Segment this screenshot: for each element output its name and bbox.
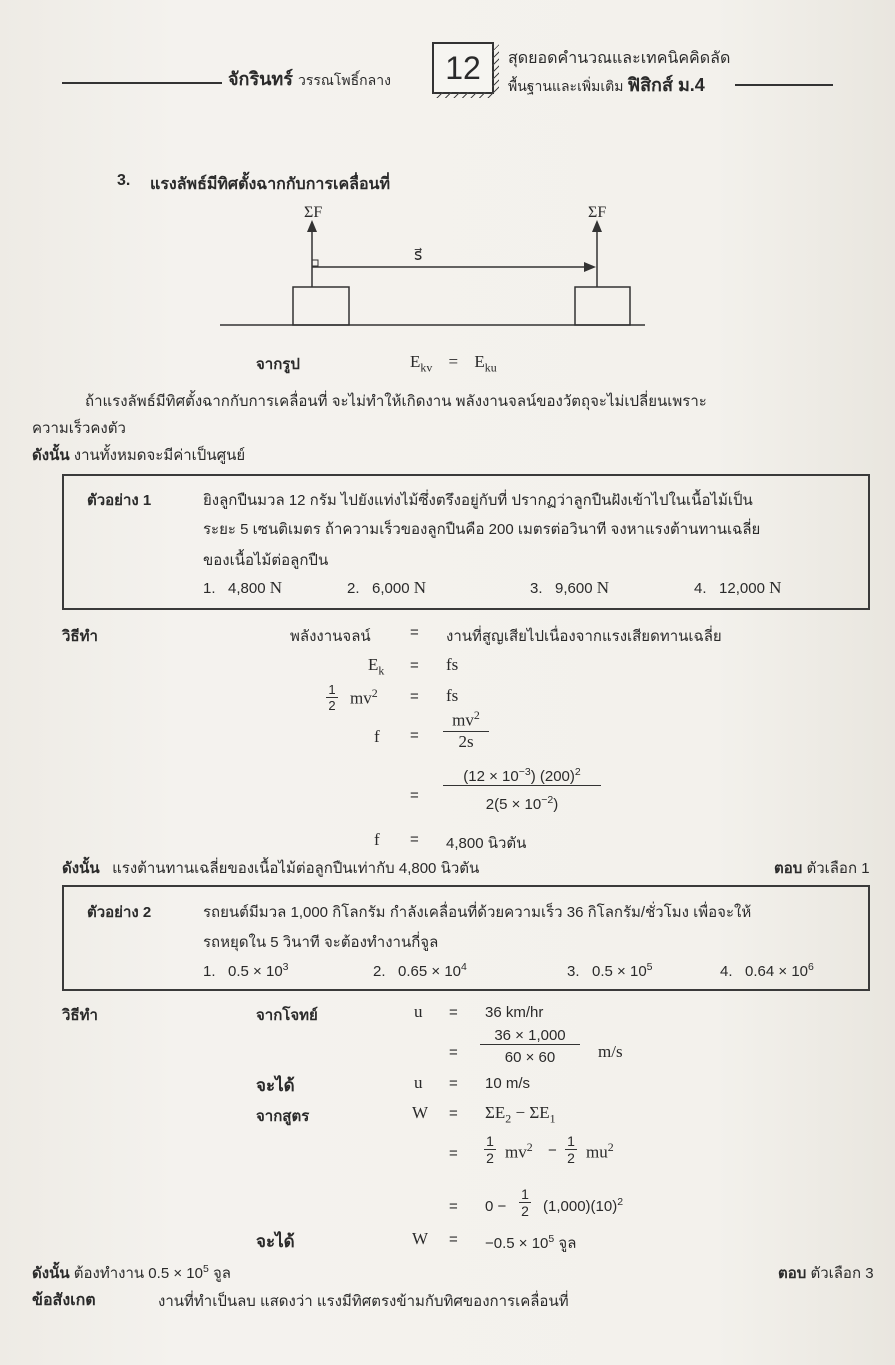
example2-choice-4: [720, 961, 814, 980]
eq-sign: =: [449, 1044, 458, 1061]
minus-sign: −: [548, 1142, 557, 1159]
step4-lhs: f: [374, 727, 380, 746]
example2-answer: [778, 1261, 874, 1285]
eq-lhs: E: [410, 352, 421, 371]
choice-num: 3.: [530, 580, 543, 597]
eq-sign: =: [410, 624, 419, 641]
frac-den: 2: [565, 1149, 577, 1166]
note-label: ข้อสังเกต: [32, 1292, 96, 1309]
choice-num: 4.: [720, 963, 733, 980]
exponent: −2: [541, 794, 554, 806]
page-number: 12: [445, 50, 481, 86]
step6-rhs: 4,800 นิวตัน: [446, 835, 527, 852]
frac-num: 1: [567, 1133, 575, 1149]
exponent: 2: [607, 1140, 614, 1154]
example2-question-line1: รถยนต์มีมวล 1,000 กิโลกรัม กำลังเคลื่อนที่ด้วยความเร็ว 36 กิโลกรัม/ชั่วโมง เพื่อจะให้: [203, 904, 752, 921]
choice-num: 1.: [203, 963, 216, 980]
den-part: 2(5 × 10: [485, 796, 542, 813]
example2-solution-label: วิธีทำ: [62, 1007, 98, 1024]
choice-exponent: 5: [646, 961, 653, 973]
step3-lhs: [350, 686, 378, 709]
header-book-title-prefix: พื้นฐานและเพิ่มเติม: [508, 78, 624, 94]
force-label-left: ΣF: [304, 204, 323, 221]
choice-value: 4,800: [228, 580, 266, 597]
eq-sign: =: [448, 352, 459, 371]
conversion-unit: m/s: [598, 1042, 623, 1061]
num-part: (12 × 10: [463, 768, 519, 785]
half-fraction: [565, 1133, 577, 1166]
exponent: 2: [371, 686, 378, 700]
frac-num: 1: [328, 682, 336, 697]
exponent: 2: [574, 766, 581, 778]
step6-lhs: f: [374, 830, 380, 849]
substitution: [543, 1196, 623, 1215]
work-result: [485, 1231, 576, 1255]
choice-value: 6,000: [372, 580, 410, 597]
step1-rhs: งานที่สูญเสียไปเนื่องจากแรงเสียดทานเฉลี่ย: [446, 628, 722, 645]
eq-sign: =: [410, 831, 419, 848]
get-label: จะได้: [256, 1076, 295, 1095]
step2-lhs: [368, 655, 384, 678]
w-symbol: W: [412, 1229, 429, 1248]
example1-choice-3: [530, 578, 609, 598]
num-part: ) (200): [530, 768, 575, 785]
section3-paragraph-line1: ถ้าแรงลัพธ์มีทิศตั้งฉากกับการเคลื่อนที่ จะไม่ทำให้เกิดงาน พลังงานจลน์ของวัตถุจะไม่เปลี่ยนเพราะ: [85, 393, 707, 410]
choice-value: 9,600: [555, 580, 593, 597]
answer-label: ตอบ: [778, 1265, 807, 1282]
eq-sign: =: [449, 1198, 458, 1215]
header-book-title-line1: สุดยอดคำนวณและเทคนิคคิดลัด: [508, 50, 731, 67]
frac-den: 2: [326, 697, 338, 713]
choice-exponent: 6: [808, 961, 814, 973]
step2-rhs: fs: [446, 655, 459, 674]
ek-sub: k: [378, 663, 385, 678]
header-book-title-line2: [508, 70, 705, 99]
u-symbol: u: [414, 1002, 423, 1021]
sum-e: ΣE: [485, 1103, 506, 1122]
frac-den: 2: [484, 1149, 496, 1166]
w-value: −0.5 × 10: [485, 1235, 549, 1252]
conclusion-label: ดังนั้น: [32, 1265, 70, 1282]
choice-value: 12,000: [719, 580, 765, 597]
example2-choice-2: [373, 961, 467, 980]
choice-num: 3.: [567, 963, 580, 980]
from-problem-label: จากโจทย์: [256, 1007, 318, 1024]
sum-e: − ΣE: [511, 1103, 550, 1122]
displacement-label: s⃗: [414, 247, 423, 264]
conclusion-label: ดังนั้น: [62, 860, 100, 877]
therefore-label: ดังนั้น: [32, 447, 70, 464]
step1-lhs: พลังงานจลน์: [290, 628, 371, 645]
u-symbol: u: [414, 1073, 423, 1092]
choice-mantissa: 0.5 × 10: [228, 963, 283, 980]
answer-label: ตอบ: [774, 860, 803, 877]
eq-sign: =: [449, 1105, 458, 1122]
frac-num: [443, 708, 489, 731]
mu: mu: [586, 1142, 608, 1162]
frac-den: 2s: [443, 731, 489, 752]
den-part: ): [553, 796, 559, 813]
final-ke: [505, 1140, 533, 1163]
frac-den: 60 × 60: [480, 1044, 580, 1066]
example2-conclusion: [32, 1261, 231, 1285]
mv: mv: [350, 688, 372, 708]
unit: จูล: [558, 1235, 577, 1252]
exponent: 2: [526, 1140, 533, 1154]
mv: mv: [505, 1142, 527, 1162]
example1-choice-4: [694, 578, 781, 598]
frac-den: 2: [519, 1202, 531, 1219]
eq-lhs-sub: kv: [420, 360, 433, 375]
w-symbol: W: [412, 1103, 429, 1122]
eq-sign: =: [449, 1145, 458, 1162]
choice-unit: N: [269, 578, 283, 597]
header-subject: ฟิสิกส์ ม.4: [627, 75, 705, 95]
work-energy-theorem: [485, 1103, 556, 1126]
header-rule-right: [735, 84, 833, 86]
header-rule-left: [62, 82, 222, 84]
choice-num: 4.: [694, 580, 707, 597]
get-label: จะได้: [256, 1232, 295, 1251]
choice-mantissa: 0.64 × 10: [745, 963, 809, 980]
example1-label: ตัวอย่าง 1: [87, 492, 152, 509]
eq-sign: =: [449, 1231, 458, 1248]
conclusion-unit: จูล: [208, 1265, 231, 1282]
example1-question-line1: ยิงลูกปืนมวล 12 กรัม ไปยังแท่งไม้ซึ่งตรึงอยู่กับที่ ปรากฏว่าลูกปืนฝังเข้าไปในเนื้อไม้เป็น: [203, 492, 753, 509]
frac-num: 1: [486, 1133, 494, 1149]
eq-rhs-sub: ku: [484, 360, 497, 375]
exponent: 2: [617, 1196, 624, 1208]
eq-sign: =: [410, 787, 419, 804]
choice-exponent: 4: [461, 961, 467, 973]
section3-therefore: [32, 443, 245, 467]
eq-rhs: E: [474, 352, 485, 371]
frac-num: 1: [521, 1186, 529, 1202]
choice-num: 2.: [373, 963, 386, 980]
example1-question-line3: ของเนื้อไม้ต่อลูกปืน: [203, 552, 329, 569]
mv2-over-2s-fraction: [443, 708, 489, 752]
u-value: 10 m/s: [485, 1075, 531, 1092]
choice-exponent: 3: [282, 961, 289, 973]
exponent: 5: [202, 1263, 209, 1275]
force-label-right: ΣF: [588, 204, 607, 221]
example2-choice-3: [567, 961, 653, 980]
eq-sign: =: [410, 727, 419, 744]
example1-question-line2: ระยะ 5 เซนติเมตร ถ้าความเร็วของลูกปืนคือ 200 เมตรต่อวินาที จงหาแรงต้านทานเฉลี่ย: [203, 521, 761, 538]
half-fraction: [484, 1133, 496, 1166]
example2-question-line2: รถหยุดใน 5 วินาที จะต้องทำงานกี่จูล: [203, 934, 439, 951]
ek-symbol: E: [368, 655, 379, 674]
exponent: −3: [518, 766, 531, 778]
note-text: งานที่ทำเป็นลบ แสดงว่า แรงมีทิศตรงข้ามกับทิศของการเคลื่อนที่: [158, 1293, 569, 1310]
page-number-shadow: [434, 92, 496, 98]
initial-ke: [586, 1140, 614, 1163]
example1-choice-1: [203, 578, 282, 598]
example1-solution-label: วิธีทำ: [62, 628, 98, 645]
step3-rhs: fs: [446, 686, 459, 705]
exponent: 2: [473, 708, 480, 722]
eq-sign: =: [410, 688, 419, 705]
header-author: [228, 64, 391, 93]
u-given: 36 km/hr: [485, 1004, 544, 1021]
example1-conclusion: [62, 856, 479, 880]
section-number: 3.: [117, 172, 131, 189]
half-fraction: [519, 1186, 531, 1219]
substitution-fraction: [443, 766, 601, 813]
exponent: 5: [548, 1233, 555, 1245]
choice-num: 2.: [347, 580, 360, 597]
header-author-last: วรรณโพธิ์กลาง: [297, 72, 391, 88]
section3-paragraph-line2: ความเร็วคงตัว: [32, 420, 126, 437]
half-fraction: [326, 682, 338, 713]
choice-mantissa: 0.65 × 10: [398, 963, 462, 980]
answer-text: ตัวเลือก 1: [806, 860, 870, 877]
mv: mv: [452, 710, 474, 730]
section-title: แรงลัพธ์มีทิศตั้งฉากกับการเคลื่อนที่: [150, 176, 391, 193]
example2-label: ตัวอย่าง 2: [87, 904, 152, 921]
example1-choice-2: [347, 578, 426, 598]
conclusion-text: แรงต้านทานเฉลี่ยของเนื้อไม้ต่อลูกปืนเท่ากับ 4,800 นิวตัน: [112, 860, 480, 877]
choice-unit: N: [769, 578, 782, 597]
from-formula-label: จากสูตร: [256, 1108, 310, 1125]
zero-minus: 0 −: [485, 1198, 507, 1215]
eq-sign: =: [449, 1004, 458, 1021]
values: (1,000)(10): [543, 1198, 618, 1215]
frac-num: 36 × 1,000: [494, 1027, 566, 1044]
frac-den: [443, 785, 601, 813]
choice-num: 1.: [203, 580, 216, 597]
example1-answer: [774, 856, 870, 880]
page-number-box: [432, 42, 494, 94]
conclusion-text: ต้องทำงาน 0.5 × 10: [73, 1265, 203, 1282]
frac-num: [443, 766, 601, 785]
choice-mantissa: 0.5 × 10: [592, 963, 647, 980]
eq-sign: =: [449, 1075, 458, 1092]
example2-choice-1: [203, 961, 289, 980]
from-figure-label: จากรูป: [256, 356, 300, 373]
subscript: 1: [549, 1111, 556, 1126]
choice-unit: N: [413, 578, 427, 597]
header-author-first: จักรินทร์: [228, 69, 293, 89]
choice-unit: N: [596, 578, 610, 597]
eq-sign: =: [410, 657, 419, 674]
subscript: 2: [505, 1111, 512, 1126]
therefore-text: งานทั้งหมดจะมีค่าเป็นศูนย์: [73, 447, 246, 464]
ek-equation: [410, 352, 497, 375]
unit-conversion-fraction: [480, 1027, 580, 1066]
page-number-shadow: [492, 44, 499, 94]
answer-text: ตัวเลือก 3: [810, 1265, 874, 1282]
